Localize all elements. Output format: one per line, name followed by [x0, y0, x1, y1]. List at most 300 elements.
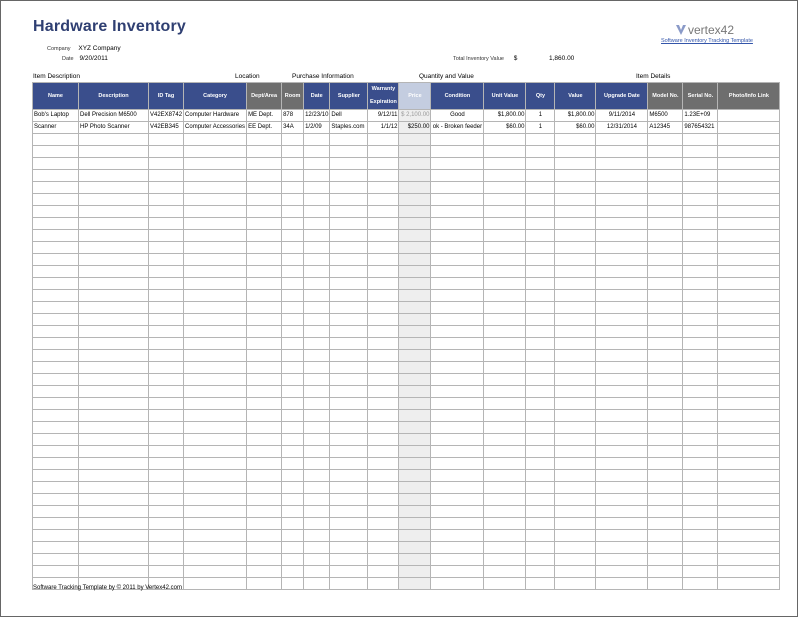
table-cell[interactable] [368, 338, 399, 350]
table-cell[interactable] [484, 278, 526, 290]
table-cell[interactable] [484, 266, 526, 278]
table-cell[interactable] [304, 170, 330, 182]
table-cell[interactable] [149, 242, 184, 254]
table-cell[interactable] [330, 554, 368, 566]
table-cell[interactable] [79, 170, 149, 182]
table-cell[interactable] [648, 446, 683, 458]
table-cell[interactable] [79, 494, 149, 506]
table-cell[interactable]: $1,800.00 [484, 110, 526, 122]
table-cell[interactable] [149, 302, 184, 314]
table-cell[interactable] [149, 254, 184, 266]
table-cell[interactable] [282, 242, 304, 254]
table-cell[interactable] [399, 530, 431, 542]
table-cell[interactable] [683, 494, 718, 506]
table-cell[interactable] [184, 374, 247, 386]
table-cell[interactable] [282, 470, 304, 482]
table-cell[interactable] [596, 314, 648, 326]
table-cell[interactable] [79, 446, 149, 458]
table-cell[interactable] [304, 302, 330, 314]
table-cell[interactable] [683, 434, 718, 446]
table-cell[interactable] [368, 374, 399, 386]
table-cell[interactable] [431, 350, 484, 362]
table-cell[interactable] [596, 422, 648, 434]
table-cell[interactable] [184, 182, 247, 194]
table-cell[interactable] [368, 506, 399, 518]
table-cell[interactable] [247, 518, 282, 530]
table-cell[interactable] [184, 578, 247, 590]
table-cell[interactable] [683, 470, 718, 482]
table-cell[interactable] [484, 494, 526, 506]
table-cell[interactable] [184, 302, 247, 314]
table-cell[interactable] [33, 242, 79, 254]
table-cell[interactable] [368, 326, 399, 338]
table-cell[interactable] [33, 266, 79, 278]
table-cell[interactable] [718, 566, 780, 578]
table-cell[interactable] [330, 218, 368, 230]
table-cell[interactable] [149, 206, 184, 218]
table-cell[interactable] [247, 218, 282, 230]
table-cell[interactable] [247, 458, 282, 470]
table-cell[interactable] [282, 410, 304, 422]
table-cell[interactable] [282, 458, 304, 470]
table-cell[interactable] [304, 386, 330, 398]
table-cell[interactable] [304, 350, 330, 362]
table-cell[interactable] [596, 194, 648, 206]
table-cell[interactable] [526, 230, 555, 242]
table-cell[interactable] [431, 554, 484, 566]
table-cell[interactable] [149, 182, 184, 194]
table-cell[interactable] [33, 542, 79, 554]
table-cell[interactable] [648, 398, 683, 410]
table-cell[interactable] [368, 542, 399, 554]
table-cell[interactable] [484, 566, 526, 578]
table-cell[interactable] [79, 326, 149, 338]
table-cell[interactable] [149, 542, 184, 554]
table-cell[interactable] [648, 278, 683, 290]
table-cell[interactable] [526, 578, 555, 590]
table-cell[interactable] [79, 218, 149, 230]
col-header-qty[interactable]: Qty [526, 83, 555, 110]
table-cell[interactable] [555, 494, 596, 506]
col-header-date[interactable]: Date [304, 83, 330, 110]
table-cell[interactable] [184, 278, 247, 290]
table-cell[interactable] [282, 278, 304, 290]
table-cell[interactable] [368, 242, 399, 254]
table-cell[interactable] [596, 494, 648, 506]
table-cell[interactable]: A12345 [648, 122, 683, 134]
table-cell[interactable] [282, 398, 304, 410]
table-cell[interactable] [33, 530, 79, 542]
table-cell[interactable] [683, 182, 718, 194]
table-cell[interactable] [399, 206, 431, 218]
table-cell[interactable] [718, 170, 780, 182]
table-cell[interactable] [399, 242, 431, 254]
table-cell[interactable] [718, 530, 780, 542]
table-cell[interactable]: ok - Broken feeder [431, 122, 484, 134]
table-cell[interactable] [431, 506, 484, 518]
table-cell[interactable] [718, 326, 780, 338]
table-cell[interactable] [247, 470, 282, 482]
table-cell[interactable] [79, 254, 149, 266]
table-cell[interactable] [484, 542, 526, 554]
table-cell[interactable] [484, 158, 526, 170]
table-cell[interactable] [683, 578, 718, 590]
table-cell[interactable] [484, 446, 526, 458]
table-cell[interactable] [79, 542, 149, 554]
table-cell[interactable] [282, 482, 304, 494]
table-cell[interactable] [304, 410, 330, 422]
table-cell[interactable] [399, 434, 431, 446]
table-cell[interactable] [718, 470, 780, 482]
table-cell[interactable] [399, 542, 431, 554]
table-cell[interactable] [648, 422, 683, 434]
table-cell[interactable] [399, 218, 431, 230]
table-cell[interactable]: $ 2,100.00 [399, 110, 431, 122]
table-cell[interactable] [555, 350, 596, 362]
table-cell[interactable] [184, 230, 247, 242]
table-cell[interactable] [648, 194, 683, 206]
table-cell[interactable] [399, 386, 431, 398]
table-cell[interactable] [648, 434, 683, 446]
table-cell[interactable] [399, 194, 431, 206]
table-cell[interactable] [304, 206, 330, 218]
table-cell[interactable] [648, 518, 683, 530]
table-cell[interactable] [330, 290, 368, 302]
table-cell[interactable] [399, 350, 431, 362]
table-cell[interactable] [596, 170, 648, 182]
table-cell[interactable] [247, 350, 282, 362]
col-header-room[interactable]: Room [282, 83, 304, 110]
table-cell[interactable] [683, 410, 718, 422]
table-cell[interactable] [282, 290, 304, 302]
table-cell[interactable] [368, 170, 399, 182]
table-cell[interactable] [79, 518, 149, 530]
table-cell[interactable] [399, 158, 431, 170]
table-cell[interactable] [330, 170, 368, 182]
table-cell[interactable] [648, 386, 683, 398]
table-cell[interactable] [648, 542, 683, 554]
table-cell[interactable] [555, 326, 596, 338]
table-cell[interactable] [282, 506, 304, 518]
table-cell[interactable] [368, 494, 399, 506]
table-cell[interactable] [79, 146, 149, 158]
table-cell[interactable] [555, 518, 596, 530]
table-cell[interactable] [648, 350, 683, 362]
table-cell[interactable] [431, 482, 484, 494]
table-cell[interactable] [596, 398, 648, 410]
table-cell[interactable] [304, 278, 330, 290]
table-cell[interactable] [431, 278, 484, 290]
table-cell[interactable] [330, 326, 368, 338]
table-cell[interactable] [399, 566, 431, 578]
table-cell[interactable] [149, 386, 184, 398]
table-cell[interactable] [431, 134, 484, 146]
table-cell[interactable] [484, 482, 526, 494]
table-cell[interactable] [683, 338, 718, 350]
table-cell[interactable] [399, 338, 431, 350]
table-cell[interactable] [184, 158, 247, 170]
table-cell[interactable] [149, 518, 184, 530]
table-cell[interactable] [718, 302, 780, 314]
table-cell[interactable] [431, 194, 484, 206]
table-cell[interactable] [596, 290, 648, 302]
col-header-price[interactable]: Price [399, 83, 431, 110]
table-cell[interactable] [484, 506, 526, 518]
table-cell[interactable]: HP Photo Scanner [79, 122, 149, 134]
table-cell[interactable] [368, 218, 399, 230]
table-cell[interactable] [718, 578, 780, 590]
table-cell[interactable] [596, 266, 648, 278]
table-cell[interactable] [596, 182, 648, 194]
table-cell[interactable] [330, 578, 368, 590]
table-cell[interactable] [79, 242, 149, 254]
table-cell[interactable] [484, 146, 526, 158]
table-cell[interactable] [484, 290, 526, 302]
table-cell[interactable] [526, 266, 555, 278]
table-cell[interactable]: Computer Accessories [184, 122, 247, 134]
table-cell[interactable] [484, 530, 526, 542]
table-cell[interactable] [596, 146, 648, 158]
table-cell[interactable] [304, 362, 330, 374]
table-cell[interactable] [526, 494, 555, 506]
table-cell[interactable] [484, 410, 526, 422]
table-cell[interactable] [596, 458, 648, 470]
table-cell[interactable] [431, 374, 484, 386]
table-cell[interactable] [304, 518, 330, 530]
table-cell[interactable] [683, 230, 718, 242]
table-cell[interactable] [648, 290, 683, 302]
table-cell[interactable] [33, 278, 79, 290]
table-cell[interactable] [718, 314, 780, 326]
table-cell[interactable] [484, 242, 526, 254]
table-cell[interactable] [330, 146, 368, 158]
table-cell[interactable] [247, 494, 282, 506]
table-cell[interactable] [555, 146, 596, 158]
table-cell[interactable] [431, 338, 484, 350]
table-cell[interactable] [555, 530, 596, 542]
table-cell[interactable] [526, 362, 555, 374]
table-cell[interactable] [282, 434, 304, 446]
table-cell[interactable] [368, 362, 399, 374]
table-cell[interactable] [149, 446, 184, 458]
table-cell[interactable] [526, 422, 555, 434]
table-cell[interactable] [648, 326, 683, 338]
table-cell[interactable] [399, 506, 431, 518]
table-cell[interactable] [683, 530, 718, 542]
date-value[interactable]: 9/20/2011 [79, 55, 108, 62]
table-cell[interactable] [399, 422, 431, 434]
table-cell[interactable] [368, 554, 399, 566]
table-cell[interactable] [718, 206, 780, 218]
table-cell[interactable] [304, 134, 330, 146]
table-cell[interactable] [33, 470, 79, 482]
table-cell[interactable] [648, 206, 683, 218]
table-cell[interactable] [330, 350, 368, 362]
table-cell[interactable] [247, 206, 282, 218]
table-cell[interactable] [304, 398, 330, 410]
table-cell[interactable] [368, 410, 399, 422]
table-cell[interactable] [79, 482, 149, 494]
table-cell[interactable] [555, 158, 596, 170]
table-cell[interactable] [431, 422, 484, 434]
table-cell[interactable] [33, 398, 79, 410]
table-cell[interactable] [184, 554, 247, 566]
table-cell[interactable] [149, 422, 184, 434]
table-cell[interactable] [304, 326, 330, 338]
table-cell[interactable] [79, 386, 149, 398]
table-cell[interactable] [526, 158, 555, 170]
table-cell[interactable] [526, 482, 555, 494]
table-cell[interactable] [282, 158, 304, 170]
table-cell[interactable] [431, 494, 484, 506]
table-cell[interactable] [683, 134, 718, 146]
table-cell[interactable] [184, 170, 247, 182]
table-cell[interactable] [399, 170, 431, 182]
table-cell[interactable] [484, 386, 526, 398]
table-cell[interactable] [484, 362, 526, 374]
table-cell[interactable] [282, 266, 304, 278]
table-cell[interactable] [79, 206, 149, 218]
table-cell[interactable] [149, 458, 184, 470]
table-cell[interactable] [526, 518, 555, 530]
table-cell[interactable] [399, 182, 431, 194]
table-cell[interactable] [648, 566, 683, 578]
table-cell[interactable] [484, 350, 526, 362]
table-cell[interactable] [526, 254, 555, 266]
table-cell[interactable] [484, 182, 526, 194]
table-cell[interactable] [718, 290, 780, 302]
table-cell[interactable] [648, 362, 683, 374]
table-cell[interactable] [33, 146, 79, 158]
table-cell[interactable] [683, 194, 718, 206]
table-cell[interactable] [33, 134, 79, 146]
table-cell[interactable] [718, 362, 780, 374]
table-cell[interactable] [648, 410, 683, 422]
table-cell[interactable] [304, 146, 330, 158]
table-cell[interactable] [282, 362, 304, 374]
table-cell[interactable] [718, 110, 780, 122]
table-cell[interactable] [330, 422, 368, 434]
table-cell[interactable] [184, 422, 247, 434]
table-cell[interactable] [247, 446, 282, 458]
table-cell[interactable] [330, 182, 368, 194]
table-cell[interactable] [648, 374, 683, 386]
table-cell[interactable] [718, 146, 780, 158]
table-cell[interactable] [79, 278, 149, 290]
table-cell[interactable] [718, 350, 780, 362]
table-cell[interactable] [149, 554, 184, 566]
table-cell[interactable] [184, 386, 247, 398]
table-cell[interactable]: Staples.com [330, 122, 368, 134]
table-cell[interactable] [368, 482, 399, 494]
table-cell[interactable]: $60.00 [555, 122, 596, 134]
table-cell[interactable] [718, 398, 780, 410]
col-header-unit-value[interactable]: Unit Value [484, 83, 526, 110]
table-cell[interactable] [555, 134, 596, 146]
table-cell[interactable] [304, 218, 330, 230]
table-cell[interactable] [648, 170, 683, 182]
table-cell[interactable] [282, 326, 304, 338]
table-cell[interactable] [555, 506, 596, 518]
table-cell[interactable] [431, 518, 484, 530]
table-cell[interactable] [149, 494, 184, 506]
table-cell[interactable] [596, 230, 648, 242]
table-cell[interactable] [79, 302, 149, 314]
table-cell[interactable] [484, 458, 526, 470]
table-cell[interactable] [555, 302, 596, 314]
table-cell[interactable] [247, 338, 282, 350]
table-cell[interactable] [431, 254, 484, 266]
table-cell[interactable] [368, 434, 399, 446]
table-cell[interactable] [399, 398, 431, 410]
table-cell[interactable] [149, 374, 184, 386]
table-cell[interactable] [368, 314, 399, 326]
table-cell[interactable] [330, 206, 368, 218]
table-cell[interactable] [33, 206, 79, 218]
table-cell[interactable] [718, 518, 780, 530]
table-cell[interactable] [33, 554, 79, 566]
table-cell[interactable] [526, 182, 555, 194]
table-cell[interactable] [648, 302, 683, 314]
table-cell[interactable] [648, 146, 683, 158]
table-cell[interactable] [184, 254, 247, 266]
table-cell[interactable] [79, 434, 149, 446]
table-cell[interactable] [431, 182, 484, 194]
table-cell[interactable] [718, 554, 780, 566]
table-cell[interactable] [399, 494, 431, 506]
table-cell[interactable] [184, 566, 247, 578]
table-cell[interactable] [596, 410, 648, 422]
table-cell[interactable] [648, 314, 683, 326]
table-cell[interactable] [431, 458, 484, 470]
table-cell[interactable] [368, 278, 399, 290]
table-cell[interactable] [718, 266, 780, 278]
table-cell[interactable] [526, 542, 555, 554]
table-cell[interactable] [304, 314, 330, 326]
table-cell[interactable] [683, 254, 718, 266]
table-cell[interactable] [526, 170, 555, 182]
table-cell[interactable] [484, 326, 526, 338]
table-cell[interactable] [33, 338, 79, 350]
table-cell[interactable] [282, 374, 304, 386]
table-cell[interactable] [304, 422, 330, 434]
table-cell[interactable] [596, 134, 648, 146]
table-cell[interactable] [149, 146, 184, 158]
table-cell[interactable] [431, 566, 484, 578]
table-cell[interactable] [247, 410, 282, 422]
table-cell[interactable] [247, 482, 282, 494]
table-cell[interactable] [79, 290, 149, 302]
table-cell[interactable] [149, 278, 184, 290]
table-cell[interactable] [596, 566, 648, 578]
table-cell[interactable] [596, 350, 648, 362]
table-cell[interactable] [596, 326, 648, 338]
table-cell[interactable] [683, 506, 718, 518]
table-cell[interactable] [555, 482, 596, 494]
table-cell[interactable] [431, 386, 484, 398]
table-cell[interactable] [330, 434, 368, 446]
table-cell[interactable] [33, 362, 79, 374]
table-cell[interactable]: 34A [282, 122, 304, 134]
table-cell[interactable] [555, 338, 596, 350]
table-cell[interactable] [399, 266, 431, 278]
table-cell[interactable] [184, 458, 247, 470]
col-header-condition[interactable]: Condition [431, 83, 484, 110]
table-cell[interactable] [484, 434, 526, 446]
table-cell[interactable] [484, 194, 526, 206]
table-cell[interactable] [33, 290, 79, 302]
table-cell[interactable] [149, 398, 184, 410]
